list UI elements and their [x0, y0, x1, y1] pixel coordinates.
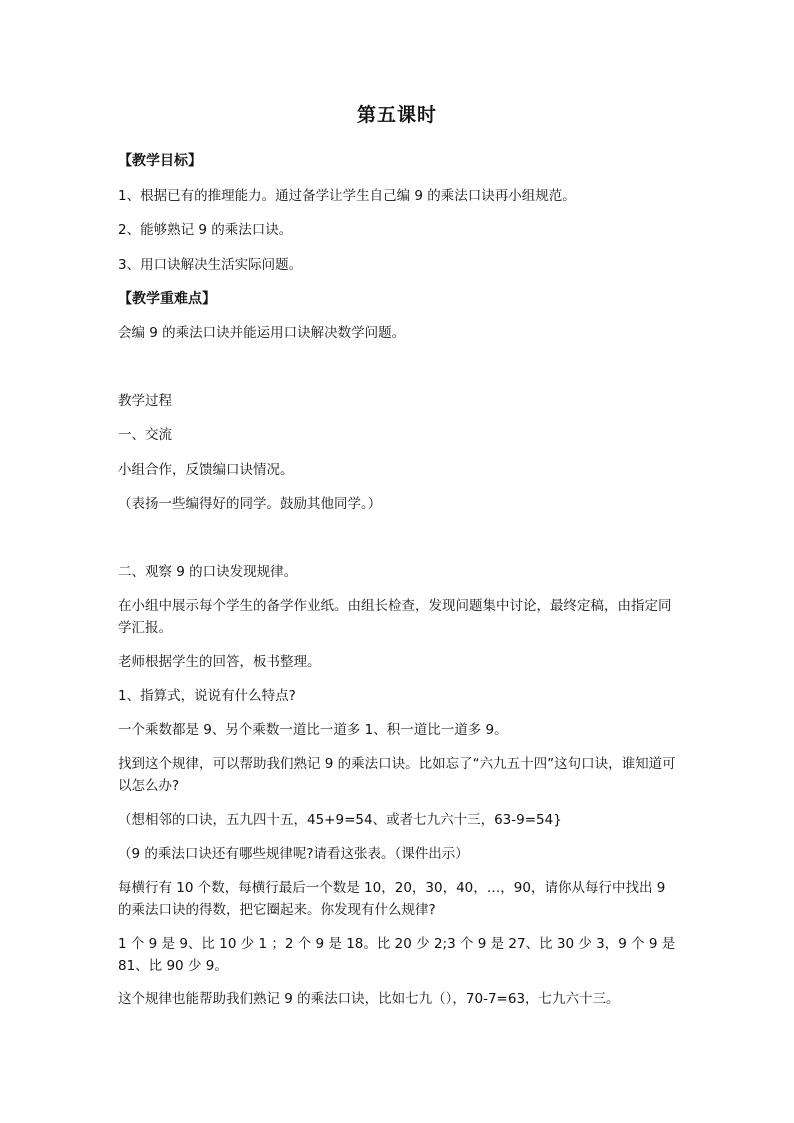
paragraph: 1 个 9 是 9、比 10 少 1 ；2 个 9 是 18。比 20 少 2;3 个 9 是 27、比 30 少 3，9 个 9 是 81、比 90 少 9。	[118, 936, 676, 974]
question-2: （9 的乘法口诀还有哪些规律呢?请看这张表。（课件出示）	[118, 846, 469, 862]
paragraph: （表扬一些编得好的同学。鼓励其他同学。）	[118, 496, 382, 512]
paragraph: 小组合作，反馈编口诀情况。	[118, 462, 294, 478]
step1-heading: 一、交流	[118, 427, 172, 443]
paragraph: 找到这个规律，可以帮助我们熟记 9 的乘法口诀。比如忘了“六九五十四”这句口诀，谁知道可以怎么办?	[118, 756, 676, 794]
page-title: 第五课时	[356, 104, 437, 126]
keypoint-text: 会编 9 的乘法口诀并能运用口诀解决数学问题。	[118, 325, 406, 341]
section-heading-goals: 【教学目标】	[118, 153, 202, 169]
goal-item-1: 1、根据已有的推理能力。通过备学让学生自己编 9 的乘法口诀再小组规范。	[118, 188, 576, 204]
question-1: 1、指算式，说说有什么特点?	[118, 688, 296, 704]
goal-item-2: 2、能够熟记 9 的乘法口诀。	[118, 222, 293, 238]
paragraph: 这个规律也能帮助我们熟记 9 的乘法口诀，比如七九（），70-7=63，七九六十三。	[118, 991, 620, 1007]
paragraph: 每横行有 10 个数，每横行最后一个数是 10，20，30，40，…，90，请你从每行中找出 9 的乘法口诀的得数，把它圈起来。你发现有什么规律?	[118, 880, 666, 918]
step2-heading: 二、观察 9 的口诀发现规律。	[118, 564, 298, 580]
paragraph: （想相邻的口诀，五九四十五，45+9=54、或者七九六十三，63-9=54}	[118, 812, 562, 828]
paragraph: 在小组中展示每个学生的备学作业纸。由组长检查，发现问题集中讨论，最终定稿，由指定同学汇报。	[118, 598, 672, 636]
section-heading-keypoints: 【教学重难点】	[118, 291, 216, 307]
process-heading: 教学过程	[118, 393, 172, 409]
paragraph: 老师根据学生的回答，板书整理。	[118, 654, 321, 670]
paragraph: 一个乘数都是 9、另个乘数一道比一道多 1、积一道比一道多 9。	[118, 722, 508, 738]
goal-item-3: 3、用口诀解决生活实际问题。	[118, 257, 303, 273]
